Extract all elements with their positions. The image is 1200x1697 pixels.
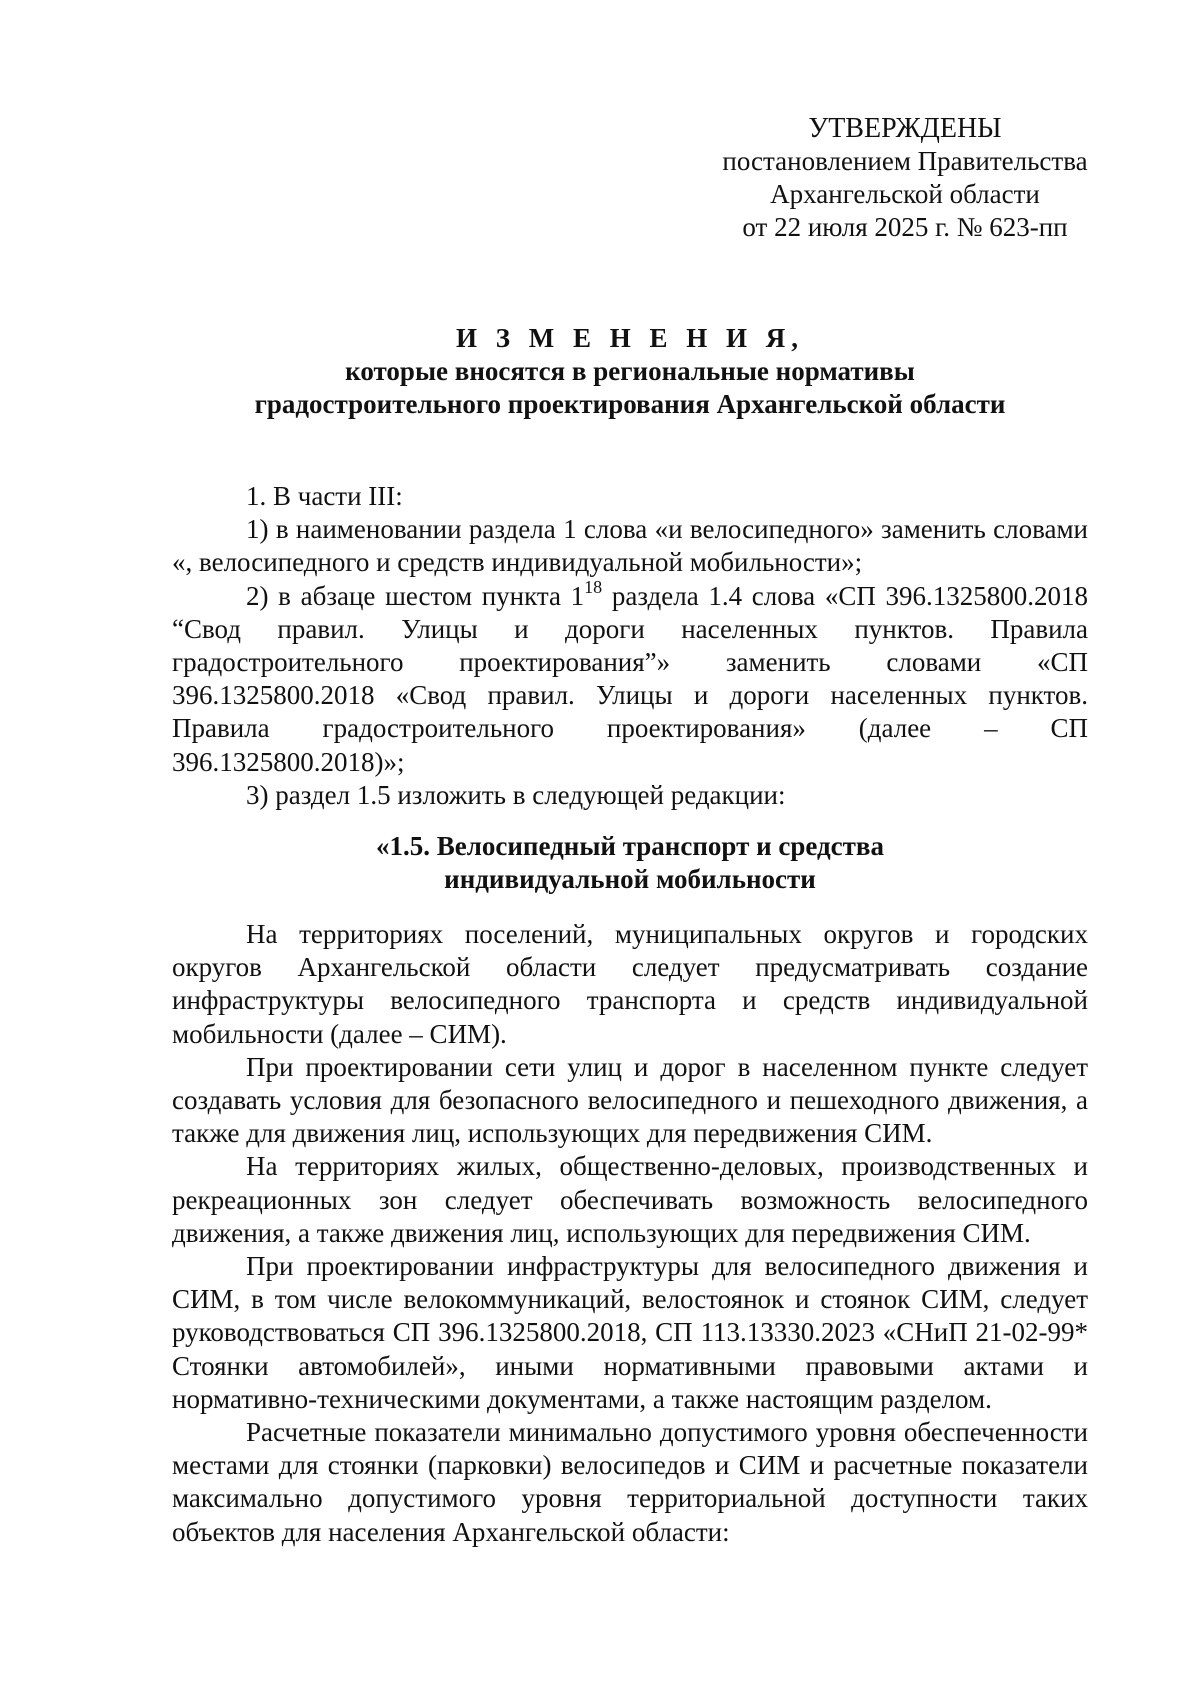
section-paragraph: При проектировании инфраструктуры для велосипедного движения и СИМ, в том числе велокоммуникаций, велостоянок и стоянок СИМ, следует руководствоваться СП 396.1325800.2018, СП 113.13330.2023 «СНиП 21-02-99* Стоянки автомобилей», иными нормативными правовыми актами и нормативно-техническими документами, а также настоящим разделом. [172, 1251, 1088, 1414]
section-heading [172, 830, 1088, 896]
section-paragraph: На территориях жилых, общественно-деловых, производственных и рекреационных зон следует обеспечивать возможность велосипедного движения, а также движения лиц, использующих для передвижения СИМ. [172, 1151, 1088, 1248]
section-heading-line: индивидуальной мобильности [444, 864, 816, 895]
amendment-item-2 [172, 576, 1089, 779]
section-heading-line: «1.5. Велосипедный транспорт и средства [375, 831, 885, 862]
title-main: И З М Е Н Е Н И Я, [455, 323, 804, 353]
section-paragraph: На территориях поселений, муниципальных округов и городских округов Архангельской области следует предусматривать создание инфраструктуры велосипедного транспорта и средств индивидуальной мобильности (далее – СИМ). [172, 919, 1088, 1049]
document-title [170, 322, 1090, 421]
approval-block [720, 112, 1090, 244]
amendment-item-1: 1) в наименовании раздела 1 слова «и велосипедного» заменить словами «, велосипедного и средств индивидуальной мобильности»; [172, 514, 1088, 578]
approval-line: постановлением Правительства [722, 146, 1088, 176]
approval-status: УТВЕРЖДЕНЫ [808, 113, 1002, 144]
amendment-item-3: 3) раздел 1.5 изложить в следующей редакции: [246, 779, 786, 810]
title-subtitle: градостроительного проектирования Архангельской области [254, 389, 1006, 419]
approval-line: Архангельской области [770, 179, 1040, 209]
approval-date-number: от 22 июля 2025 г. № 623-пп [742, 212, 1068, 242]
section-paragraph: Расчетные показатели минимально допустимого уровня обеспеченности местами для стоянки (парковки) велосипедов и СИМ и расчетные показатели максимально допустимого уровня территориальной доступности таких объектов для населения Архангельской области: [172, 1417, 1088, 1547]
document-body [172, 480, 1088, 1549]
superscript-index: 18 [584, 576, 603, 597]
item-2-text-continued: раздела 1.4 слова «СП 396.1325800.2018 “Свод правил. Улицы и дороги населенных пунктов. Правила градостроительного проектирования”» заменить словами «СП 396.1325800.2018 «Свод правил. Улицы и дороги населенных пунктов. Правила градостроительного проектирования» (далее – СП 396.1325800.2018)»; [172, 580, 1089, 777]
part-label: 1. В части III: [246, 481, 403, 511]
section-paragraph: При проектировании сети улиц и дорог в населенном пункте следует создавать условия для безопасного велосипедного и пешеходного движения, а также для движения лиц, использующих для передвижения СИМ. [172, 1051, 1088, 1149]
title-subtitle: которые вносятся в региональные нормативы [345, 356, 915, 386]
item-2-text: 2) в абзаце шестом пункта 1 [246, 580, 585, 611]
